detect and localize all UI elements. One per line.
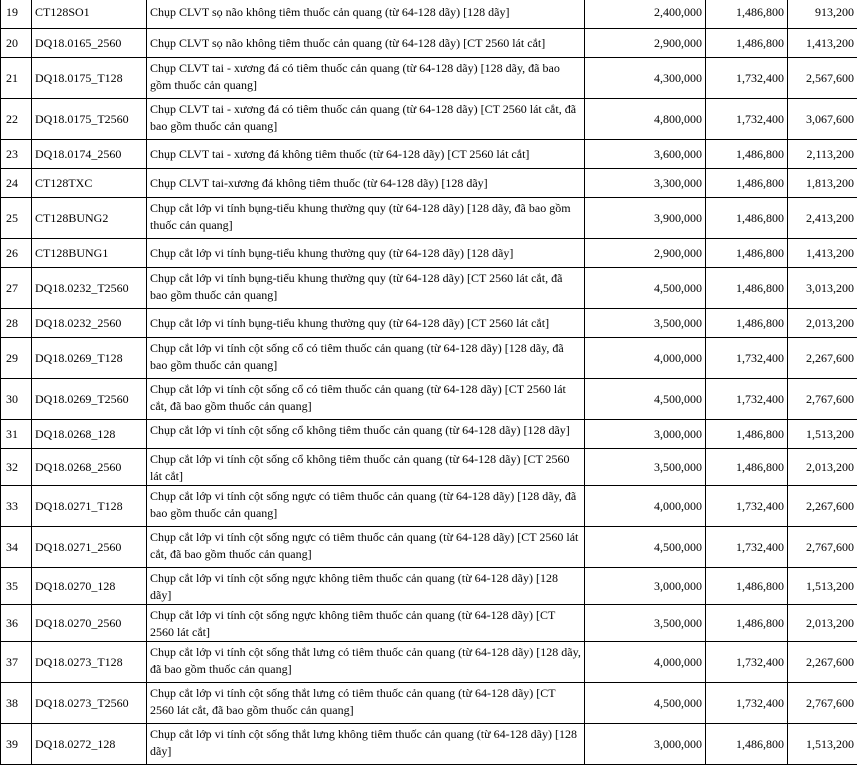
price-difference: 1,513,200 xyxy=(788,420,857,449)
service-description: Chụp cắt lớp vi tính cột sống ngực không tiêm thuốc cản quang (từ 64-128 dãy) [CT 2560 lát cắt] xyxy=(147,605,585,642)
service-price: 2,900,000 xyxy=(585,29,706,58)
row-number: 38 xyxy=(1,683,32,724)
service-price: 3,500,000 xyxy=(585,309,706,338)
insurance-price: 1,486,800 xyxy=(706,449,788,486)
insurance-price: 1,486,800 xyxy=(706,309,788,338)
row-number: 28 xyxy=(1,309,32,338)
insurance-price: 1,486,800 xyxy=(706,420,788,449)
service-description: Chụp cắt lớp vi tính bụng-tiểu khung thường quy (từ 64-128 dãy) [128 dãy, đã bao gồm thuốc cản quang] xyxy=(147,198,585,239)
service-price: 3,600,000 xyxy=(585,140,706,169)
price-difference: 2,567,600 xyxy=(788,58,857,99)
service-price: 3,300,000 xyxy=(585,169,706,198)
insurance-price: 1,486,800 xyxy=(706,605,788,642)
table-row xyxy=(1,29,857,58)
service-price: 3,500,000 xyxy=(585,449,706,486)
row-number: 30 xyxy=(1,379,32,420)
insurance-price: 1,486,800 xyxy=(706,140,788,169)
table-row xyxy=(1,338,857,379)
service-description: Chụp cắt lớp vi tính cột sống ngực có tiêm thuốc cản quang (từ 64-128 dãy) [CT 2560 lát cắt, đã bao gồm thuốc cản quang] xyxy=(147,527,585,568)
price-difference: 2,013,200 xyxy=(788,605,857,642)
service-price: 4,300,000 xyxy=(585,58,706,99)
insurance-price: 1,486,800 xyxy=(706,169,788,198)
row-number: 37 xyxy=(1,642,32,683)
insurance-price: 1,732,400 xyxy=(706,642,788,683)
insurance-price: 1,486,800 xyxy=(706,0,788,29)
service-code: DQ18.0273_T2560 xyxy=(32,683,147,724)
insurance-price: 1,486,800 xyxy=(706,198,788,239)
service-code: DQ18.0271_T128 xyxy=(32,486,147,527)
service-code: CT128TXC xyxy=(32,169,147,198)
insurance-price: 1,732,400 xyxy=(706,58,788,99)
service-description: Chụp cắt lớp vi tính cột sống thắt lưng không tiêm thuốc cản quang (từ 64-128 dãy) [128 dãy] xyxy=(147,724,585,765)
row-number: 27 xyxy=(1,268,32,309)
price-difference: 1,813,200 xyxy=(788,169,857,198)
service-price: 4,500,000 xyxy=(585,268,706,309)
table-row xyxy=(1,99,857,140)
insurance-price: 1,486,800 xyxy=(706,29,788,58)
service-code: DQ18.0272_128 xyxy=(32,724,147,765)
row-number: 24 xyxy=(1,169,32,198)
insurance-price: 1,732,400 xyxy=(706,527,788,568)
table-row xyxy=(1,420,857,449)
service-code: DQ18.0271_2560 xyxy=(32,527,147,568)
row-number: 33 xyxy=(1,486,32,527)
table-row xyxy=(1,268,857,309)
service-price: 4,800,000 xyxy=(585,99,706,140)
service-description: Chụp CLVT tai-xương đá không tiêm thuốc (từ 64-128 dãy) [128 dãy] xyxy=(147,169,585,198)
service-description: Chụp cắt lớp vi tính cột sống thắt lưng có tiêm thuốc cản quang (từ 64-128 dãy) [CT 2560 lát cắt, đã bao gồm thuốc cản quang] xyxy=(147,683,585,724)
service-price: 4,500,000 xyxy=(585,683,706,724)
insurance-price: 1,732,400 xyxy=(706,99,788,140)
row-number: 35 xyxy=(1,568,32,605)
service-price: 4,500,000 xyxy=(585,379,706,420)
row-number: 32 xyxy=(1,449,32,486)
service-code: DQ18.0270_128 xyxy=(32,568,147,605)
row-number: 25 xyxy=(1,198,32,239)
price-difference: 913,200 xyxy=(788,0,857,29)
table-row xyxy=(1,309,857,338)
service-description: Chụp cắt lớp vi tính cột sống cổ có tiêm thuốc cản quang (từ 64-128 dãy) [CT 2560 lát cắt, đã bao gồm thuốc cản quang] xyxy=(147,379,585,420)
service-description: Chụp cắt lớp vi tính bụng-tiểu khung thường quy (từ 64-128 dãy) [CT 2560 lát cắt] xyxy=(147,309,585,338)
service-description: Chụp cắt lớp vi tính bụng-tiểu khung thường quy (từ 64-128 dãy) [128 dãy] xyxy=(147,239,585,268)
table-row xyxy=(1,379,857,420)
price-difference: 2,767,600 xyxy=(788,379,857,420)
service-price: 3,900,000 xyxy=(585,198,706,239)
service-code: DQ18.0269_T2560 xyxy=(32,379,147,420)
service-code: DQ18.0232_2560 xyxy=(32,309,147,338)
service-price: 3,000,000 xyxy=(585,568,706,605)
price-difference: 3,013,200 xyxy=(788,268,857,309)
service-code: DQ18.0175_T2560 xyxy=(32,99,147,140)
service-price: 3,500,000 xyxy=(585,605,706,642)
insurance-price: 1,486,800 xyxy=(706,239,788,268)
table-row xyxy=(1,486,857,527)
service-code: DQ18.0174_2560 xyxy=(32,140,147,169)
service-code: DQ18.0175_T128 xyxy=(32,58,147,99)
service-code: DQ18.0268_2560 xyxy=(32,449,147,486)
insurance-price: 1,732,400 xyxy=(706,338,788,379)
service-description: Chụp cắt lớp vi tính cột sống ngực không tiêm thuốc cản quang (từ 64-128 dãy) [128 dãy] xyxy=(147,568,585,605)
service-code: DQ18.0232_T2560 xyxy=(32,268,147,309)
price-difference: 2,267,600 xyxy=(788,486,857,527)
service-price: 2,400,000 xyxy=(585,0,706,29)
table-row xyxy=(1,198,857,239)
table-row xyxy=(1,0,857,29)
service-code: CT128BUNG2 xyxy=(32,198,147,239)
table-row xyxy=(1,724,857,765)
service-code: DQ18.0273_T128 xyxy=(32,642,147,683)
service-description: Chụp CLVT sọ não không tiêm thuốc cản quang (từ 64-128 dãy) [CT 2560 lát cắt] xyxy=(147,29,585,58)
service-code: CT128BUNG1 xyxy=(32,239,147,268)
row-number: 39 xyxy=(1,724,32,765)
service-description: Chụp cắt lớp vi tính cột sống thắt lưng có tiêm thuốc cản quang (từ 64-128 dãy) [128 dãy, đã bao gồm thuốc cản quang] xyxy=(147,642,585,683)
service-price: 3,000,000 xyxy=(585,724,706,765)
row-number: 34 xyxy=(1,527,32,568)
service-description: Chụp cắt lớp vi tính cột sống ngực có tiêm thuốc cản quang (từ 64-128 dãy) [128 dãy, đã bao gồm thuốc cản quang] xyxy=(147,486,585,527)
price-difference: 1,513,200 xyxy=(788,568,857,605)
insurance-price: 1,486,800 xyxy=(706,568,788,605)
price-difference: 2,113,200 xyxy=(788,140,857,169)
row-number: 29 xyxy=(1,338,32,379)
price-difference: 2,013,200 xyxy=(788,449,857,486)
service-price: 4,500,000 xyxy=(585,527,706,568)
service-description: Chụp cắt lớp vi tính cột sống cổ không tiêm thuốc cản quang (từ 64-128 dãy) [CT 2560 lát cắt] xyxy=(147,449,585,486)
service-code: DQ18.0269_T128 xyxy=(32,338,147,379)
insurance-price: 1,732,400 xyxy=(706,683,788,724)
insurance-price: 1,486,800 xyxy=(706,268,788,309)
service-code: DQ18.0268_128 xyxy=(32,420,147,449)
service-code: CT128SO1 xyxy=(32,0,147,29)
price-difference: 1,413,200 xyxy=(788,239,857,268)
row-number: 36 xyxy=(1,605,32,642)
service-price: 4,000,000 xyxy=(585,486,706,527)
service-description: Chụp CLVT sọ não không tiêm thuốc cản quang (từ 64-128 dãy) [128 dãy] xyxy=(147,0,585,29)
table-row xyxy=(1,239,857,268)
service-code: DQ18.0165_2560 xyxy=(32,29,147,58)
table-row xyxy=(1,140,857,169)
table-row xyxy=(1,642,857,683)
table-row xyxy=(1,449,857,486)
price-difference: 2,267,600 xyxy=(788,642,857,683)
service-description: Chụp cắt lớp vi tính cột sống cổ có tiêm thuốc cản quang (từ 64-128 dãy) [128 dãy, đã bao gồm thuốc cản quang] xyxy=(147,338,585,379)
service-description: Chụp cắt lớp vi tính cột sống cổ không tiêm thuốc cản quang (từ 64-128 dãy) [128 dãy] xyxy=(147,420,585,449)
price-difference: 2,413,200 xyxy=(788,198,857,239)
price-table-body xyxy=(1,0,857,765)
price-difference: 2,767,600 xyxy=(788,527,857,568)
row-number: 21 xyxy=(1,58,32,99)
price-difference: 1,413,200 xyxy=(788,29,857,58)
table-row xyxy=(1,527,857,568)
table-row xyxy=(1,58,857,99)
service-description: Chụp CLVT tai - xương đá có tiêm thuốc cản quang (từ 64-128 dãy) [128 dãy, đã bao gồm thuốc cản quang] xyxy=(147,58,585,99)
table-row xyxy=(1,683,857,724)
service-description: Chụp cắt lớp vi tính bụng-tiểu khung thường quy (từ 64-128 dãy) [CT 2560 lát cắt, đã bao gồm thuốc cản quang] xyxy=(147,268,585,309)
insurance-price: 1,486,800 xyxy=(706,724,788,765)
service-price: 2,900,000 xyxy=(585,239,706,268)
price-difference: 2,013,200 xyxy=(788,309,857,338)
price-difference: 1,513,200 xyxy=(788,724,857,765)
insurance-price: 1,732,400 xyxy=(706,486,788,527)
service-description: Chụp CLVT tai - xương đá không tiêm thuốc (từ 64-128 dãy) [CT 2560 lát cắt] xyxy=(147,140,585,169)
service-price: 4,000,000 xyxy=(585,338,706,379)
table-row xyxy=(1,169,857,198)
price-difference: 3,067,600 xyxy=(788,99,857,140)
table-row xyxy=(1,605,857,642)
row-number: 23 xyxy=(1,140,32,169)
service-code: DQ18.0270_2560 xyxy=(32,605,147,642)
insurance-price: 1,732,400 xyxy=(706,379,788,420)
row-number: 19 xyxy=(1,0,32,29)
row-number: 22 xyxy=(1,99,32,140)
table-row xyxy=(1,568,857,605)
price-difference: 2,267,600 xyxy=(788,338,857,379)
row-number: 20 xyxy=(1,29,32,58)
service-price: 4,000,000 xyxy=(585,642,706,683)
row-number: 31 xyxy=(1,420,32,449)
price-difference: 2,767,600 xyxy=(788,683,857,724)
service-description: Chụp CLVT tai - xương đá có tiêm thuốc cản quang (từ 64-128 dãy) [CT 2560 lát cắt, đã bao gồm thuốc cản quang] xyxy=(147,99,585,140)
row-number: 26 xyxy=(1,239,32,268)
service-price: 3,000,000 xyxy=(585,420,706,449)
